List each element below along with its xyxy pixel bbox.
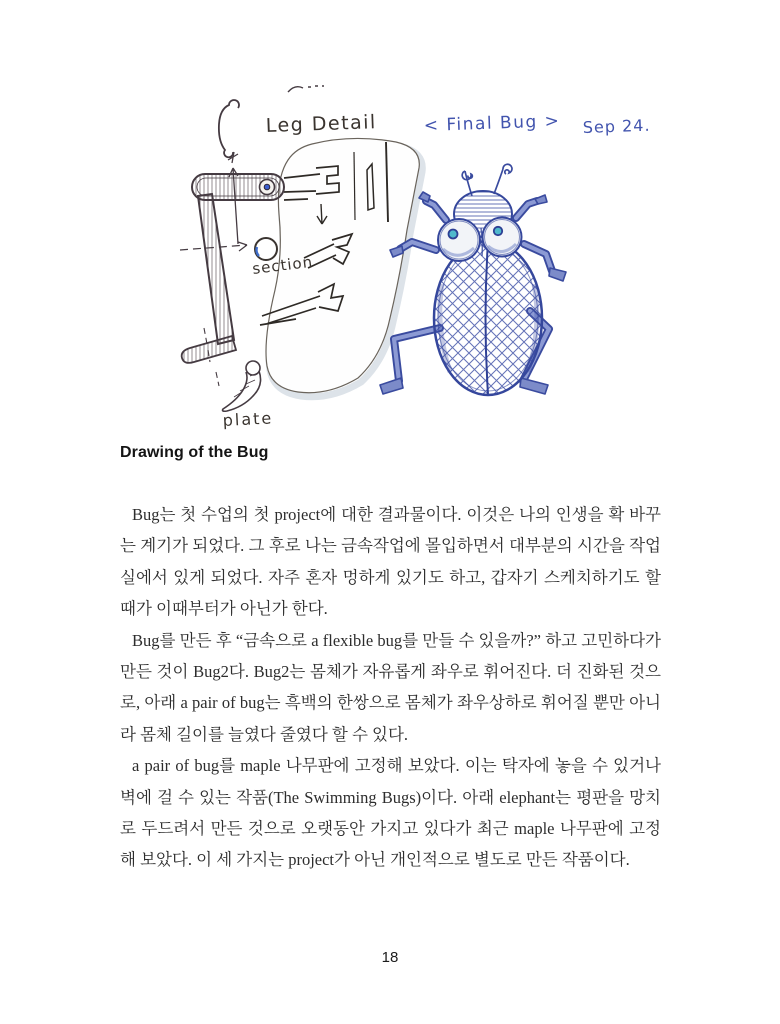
paragraph-2: Bug를 만든 후 “금속으로 a flexible bug를 만들 수 있을까?” 하고 고민하다가 만든 것이 Bug2다. Bug2는 몸체가 자유롭게 좌우로 휘어진다. 더 진화된 것으로, 아래 a pair of bug는 흑백의 한쌍으로 몸체가 좌우상하로 휘어질 뿐만 아니라 몸체 길이를 늘였다 줄였다 할 수 있다.: [120, 630, 661, 744]
date-label: Sep 24.: [582, 115, 651, 137]
plate-label: plate: [222, 408, 274, 430]
page-number: 18: [381, 949, 399, 966]
leg-detail-label: Leg Detail: [265, 111, 378, 137]
bug-sketch-image: [150, 78, 660, 443]
body-text: [120, 499, 661, 876]
paragraph-1: Bug는 첫 수업의 첫 project에 대한 결과물이다. 이것은 나의 인생을 확 바꾸는 계기가 되었다. 그 후로 나는 금속작업에 몰입하면서 대부분의 시간을 작업실에서 있게 되었다. 자주 혼자 멍하게 있기도 하고, 갑자기 스케치하기도 할 때가 이때부터가 아닌가 한다.: [120, 505, 661, 619]
plate-claw-drawing: [223, 361, 261, 411]
paragraph-3: a pair of bug를 maple 나무판에 고정해 보았다. 이는 탁자에 놓을 수 있거나 벽에 걸 수 있는 작품(The Swimming Bugs)이다. 아래 elephant는 평판을 망치로 두드려서 만든 것으로 오랫동안 가지고 있다가 최근 maple 나무판에 고정해 보았다. 이 세 가지는 project가 아닌 개인적으로 별도로 만든 작품이다.: [120, 756, 661, 870]
section-label: section: [251, 252, 315, 278]
page-title: Drawing of the Bug: [120, 444, 269, 461]
top-scribble: [288, 86, 324, 92]
c-curl-mark: [219, 100, 239, 157]
final-bug-label: < Final Bug >: [423, 111, 561, 136]
